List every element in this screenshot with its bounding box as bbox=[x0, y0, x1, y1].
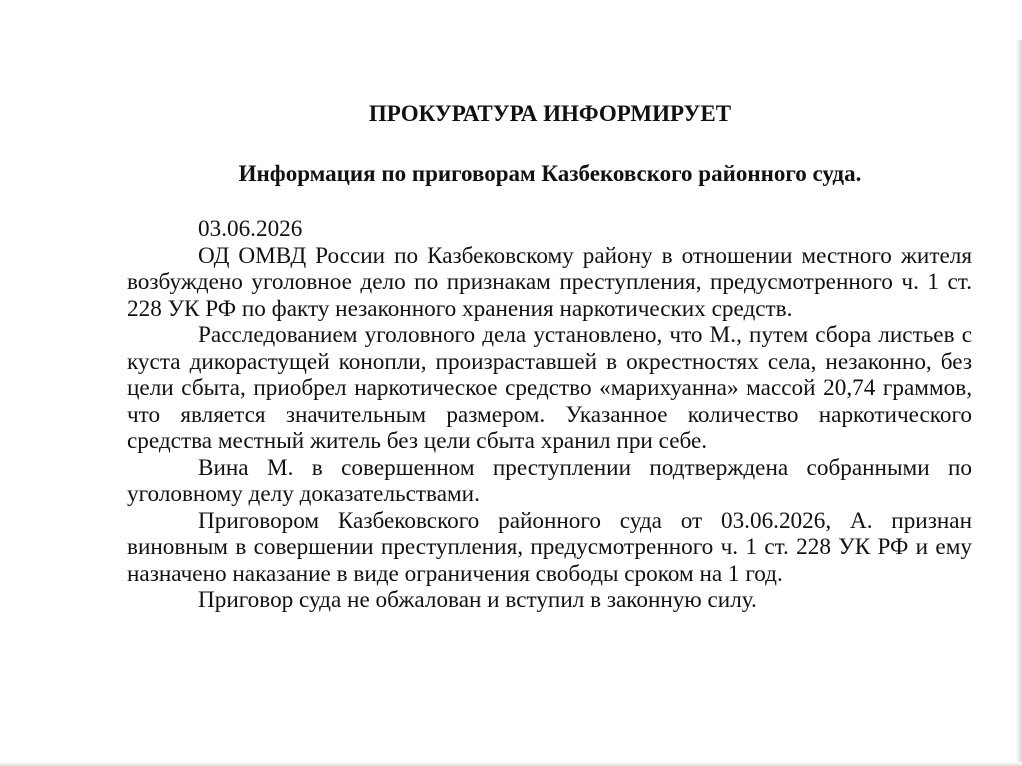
paragraph-3: Вина М. в совершенном преступлении подтверждена собранными по уголовному делу доказательствами. bbox=[127, 454, 972, 507]
paragraph-1: ОД ОМВД России по Казбековскому району в отношении местного жителя возбуждено уголовное дело по признакам преступления, предусмотренного ч. 1 ст. 228 УК РФ по факту незаконного хранения наркотических средств. bbox=[127, 242, 972, 322]
document-title: ПРОКУРАТУРА ИНФОРМИРУЕТ bbox=[368, 101, 732, 126]
page-edge-shadow bbox=[1016, 40, 1022, 766]
paragraph-5: Приговор суда не обжалован и вступил в законную силу. bbox=[198, 587, 757, 613]
document-body bbox=[127, 216, 972, 614]
paragraph-4: Приговором Казбековского районного суда от 03.06.2026, А. признан виновным в совершении преступления, предусмотренного ч. 1 ст. 228 УК РФ и ему назначено наказание в виде ограничения свободы сроком на 1 год. bbox=[127, 507, 972, 587]
document-date: 03.06.2026 bbox=[198, 216, 303, 242]
paragraph-2: Расследованием уголовного дела установлено, что М., путем сбора листьев с куста дикорастущей конопли, произраставшей в окрестностях села, незаконно, без цели сбыта, приобрел наркотическое средство «марихуанна» массой 20,74 граммов, что является значительным размером. Указанное количество наркотического средства местный житель без цели сбыта хранил при себе. bbox=[127, 322, 972, 454]
document-subtitle: Информация по приговорам Казбековского районного суда. bbox=[238, 161, 862, 186]
page-bottom-shadow bbox=[0, 762, 1022, 766]
